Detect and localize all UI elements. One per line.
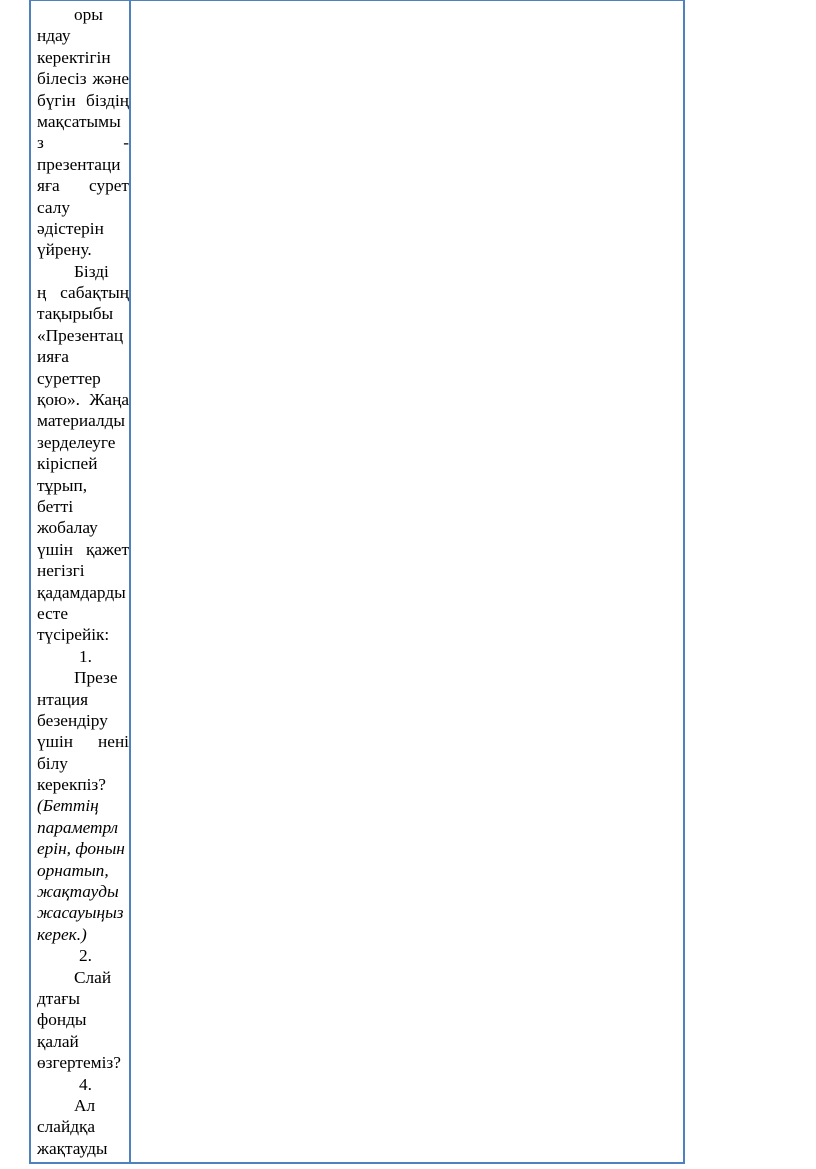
text-line: дтағы [37, 988, 80, 1008]
text-line: есте [37, 603, 68, 623]
text-line: 4. [79, 1074, 92, 1094]
text-line: тұрып, [37, 475, 88, 495]
text-line: суреттер [37, 368, 101, 388]
text-line: «Презентац [37, 325, 124, 345]
document-table [29, 0, 685, 1164]
text-line: ерін, фонын [37, 839, 125, 859]
text-line: қалай [37, 1031, 79, 1051]
text-line: үйрену. [37, 240, 92, 260]
right-column-cell [131, 1, 683, 1162]
text-line: жасауыңыз [37, 903, 124, 923]
text-line: түсірейік: [37, 625, 110, 645]
text-line: орнатып, [37, 860, 109, 880]
text-line: ндау [37, 26, 71, 46]
text-line: з - [37, 133, 129, 153]
text-line: Бізді [74, 261, 109, 281]
text-line: қою». Жаңа [37, 390, 129, 410]
text-line: (Беттің [37, 796, 99, 816]
text-line: яға сурет [37, 176, 129, 196]
text-line: материалды [37, 411, 126, 431]
text-line: білесіз және [37, 69, 129, 89]
text-line: ияға [37, 347, 69, 367]
text-line: зерделеуге [37, 432, 116, 452]
text-line: бүгін біздің [37, 90, 129, 110]
text-line: 1. [79, 646, 92, 666]
text-line: керекпіз? [37, 775, 106, 795]
text-line: жобалау [37, 518, 98, 538]
text-line: салу [37, 197, 70, 217]
text-line: керек.) [37, 924, 87, 944]
text-line: фонды [37, 1010, 87, 1030]
text-line: өзгертеміз? [37, 1053, 121, 1073]
text-line: параметрл [37, 817, 119, 837]
text-line: жақтауды [37, 1138, 108, 1158]
text-line: жақтауды [37, 882, 119, 902]
text-line: мақсатымы [37, 111, 121, 131]
text-line: безендіру [37, 710, 108, 730]
left-column-cell [31, 1, 131, 1162]
text-line: ң сабақтың [37, 283, 129, 303]
text-line: Ал [74, 1095, 96, 1115]
text-line: негізгі [37, 561, 85, 581]
text-line: әдістерін [37, 218, 104, 238]
text-line: нтация [37, 689, 89, 709]
text-line: презентаци [37, 154, 121, 174]
text-line: Презе [74, 668, 118, 688]
text-line: білу [37, 753, 68, 773]
text-line: үшін нені [37, 732, 129, 752]
text-line: тақырыбы [37, 304, 114, 324]
text-line: 2. [79, 946, 92, 966]
text-line: Слай [74, 967, 112, 987]
text-line: үшін қажет [37, 539, 129, 559]
text-line: слайдқа [37, 1117, 96, 1137]
text-line: кіріспей [37, 454, 98, 474]
text-line: оры [74, 5, 103, 24]
text-line: керектігін [37, 47, 111, 67]
text-line: бетті [37, 496, 74, 516]
text-line: қадамдарды [37, 582, 126, 602]
